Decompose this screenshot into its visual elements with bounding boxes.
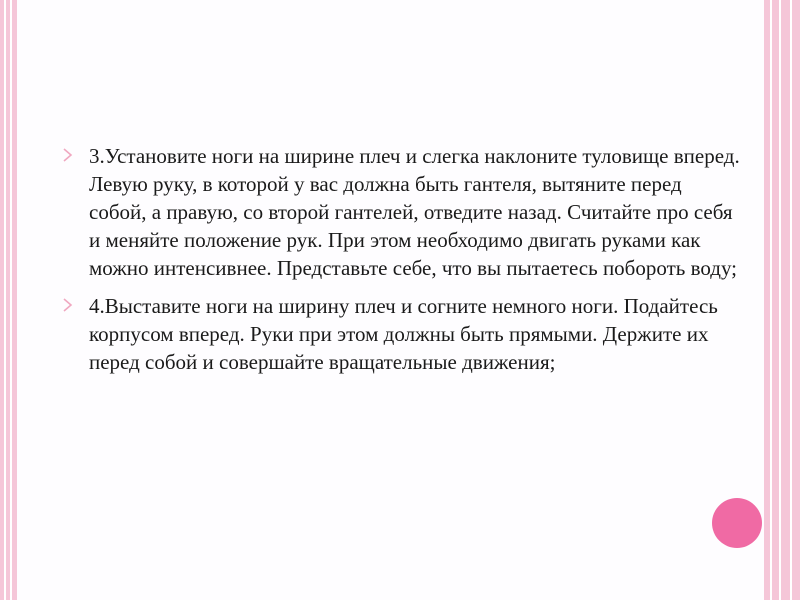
list-item — [63, 142, 743, 282]
list-item — [63, 292, 743, 376]
decorative-circle — [712, 498, 762, 548]
frame-stripe — [790, 0, 792, 600]
frame-stripe — [770, 0, 772, 600]
frame-stripe — [779, 0, 781, 600]
bullet-text: 4.Выставите ноги на ширину плеч и согните немного ноги. Подайтесь корпусом вперед. Руки при этом должны быть прямыми. Держите их перед собой и совершайте вращательные движения; — [89, 294, 718, 374]
bullet-arrow-icon — [63, 148, 73, 162]
left-frame — [0, 0, 17, 600]
bullet-arrow-icon — [63, 298, 73, 312]
frame-stripe — [4, 0, 6, 600]
bullet-text: 3.Установите ноги на ширине плеч и слегка наклоните туловище вперед. Левую руку, в которой у вас должна быть гантеля, вытяните перед собой, а правую, со второй гантелей, отведите назад. Считайте про себя и меняйте положение рук. При этом необходимо двигать руками как можно интенсивнее. Представьте себе, что вы пытаетесь побороть воду; — [89, 144, 740, 280]
slide-canvas — [17, 0, 764, 600]
bullet-list — [63, 142, 743, 386]
frame-stripe — [10, 0, 12, 600]
